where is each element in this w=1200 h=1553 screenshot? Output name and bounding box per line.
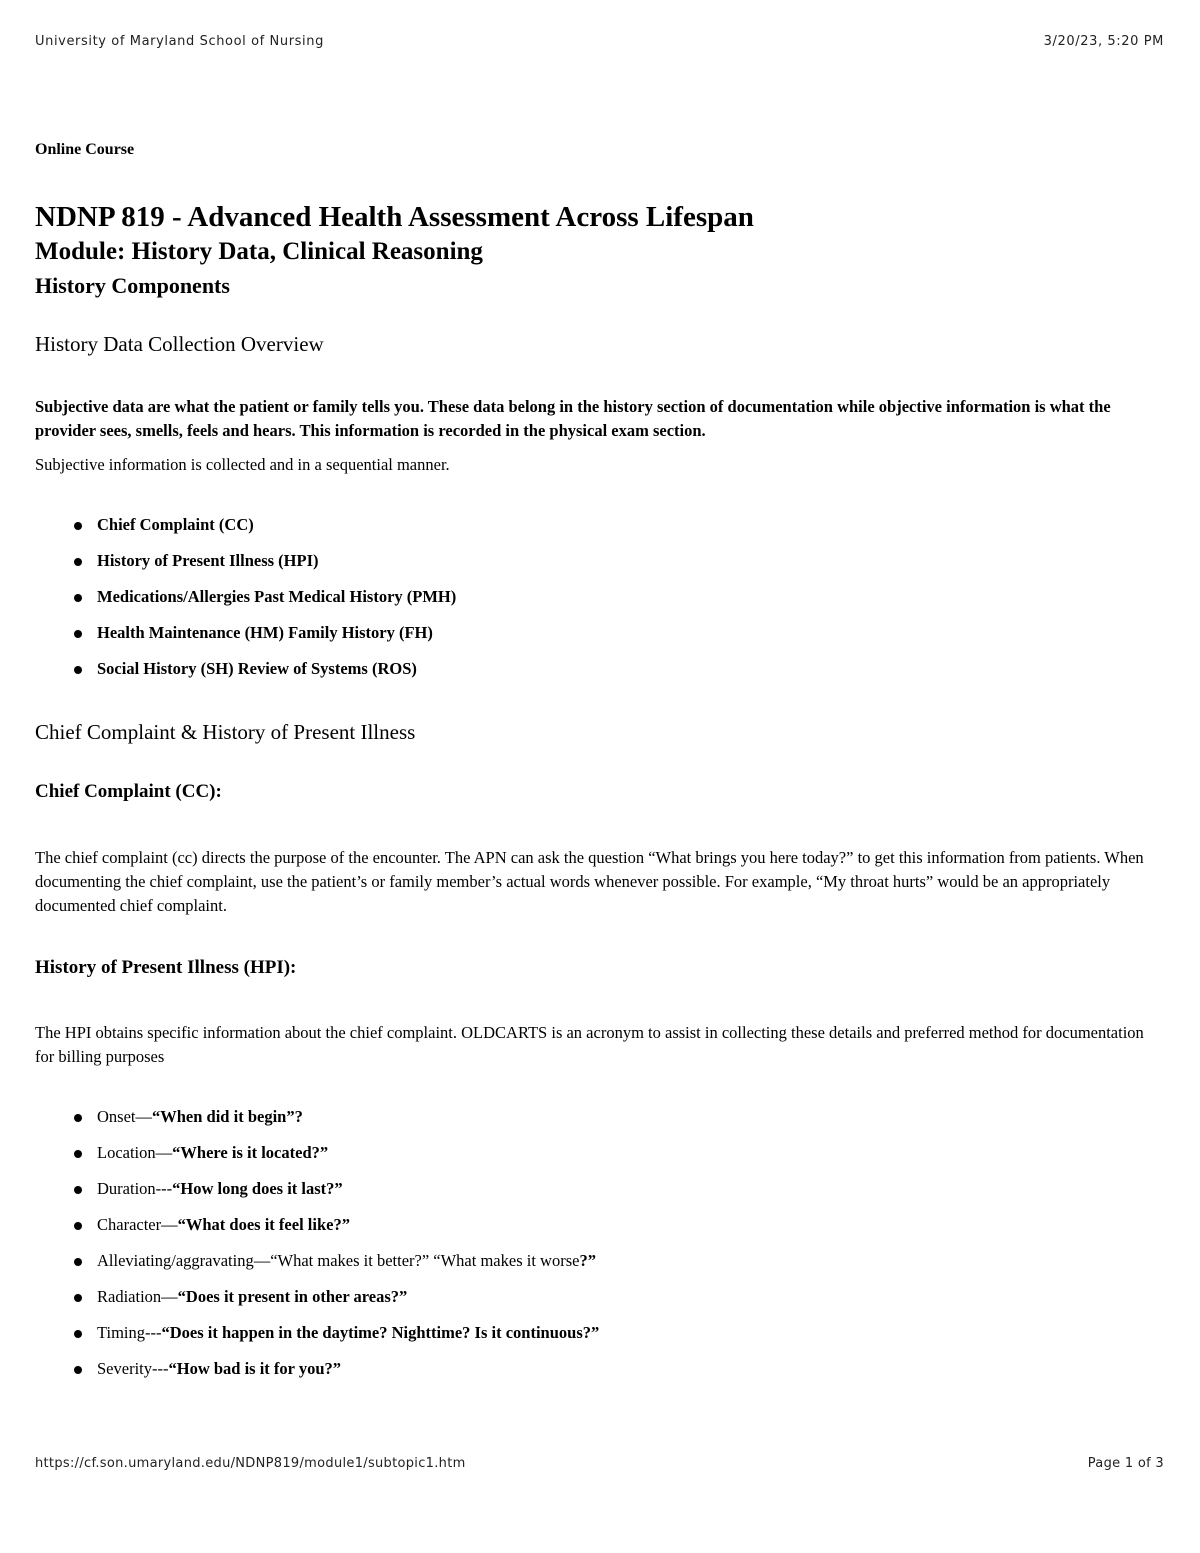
bullet-icon	[74, 594, 82, 602]
topic-title: History Components	[35, 273, 230, 298]
list-item: History of Present Illness (HPI)	[97, 551, 319, 571]
list-item: Character—“What does it feel like?”	[97, 1215, 350, 1235]
cc-hpi-heading: Chief Complaint & History of Present Illness	[35, 720, 416, 744]
list-item: Onset—“When did it begin”?	[97, 1107, 303, 1127]
list-item: Alleviating/aggravating—“What makes it better?” “What makes it worse?”	[97, 1251, 596, 1271]
bullet-icon	[74, 1258, 82, 1266]
bullet-icon	[74, 558, 82, 566]
list-item: Health Maintenance (HM) Family History (FH)	[97, 623, 433, 643]
bullet-icon	[74, 1366, 82, 1374]
list-item: Timing---“Does it happen in the daytime? Nighttime? Is it continuous?”	[97, 1323, 599, 1343]
bullet-icon	[74, 666, 82, 674]
list-item: Radiation—“Does it present in other areas?”	[97, 1287, 407, 1307]
overview-bold-paragraph: Subjective data are what the patient or family tells you. These data belong in the history section of documentation while objective information is what the provider sees, smells, feels and hears. This information is recorded in the physical exam section.	[35, 397, 1111, 440]
cc-heading: Chief Complaint (CC):	[35, 781, 222, 802]
print-footer-url: https://cf.son.umaryland.edu/NDNP819/module1/subtopic1.htm	[35, 1456, 466, 1471]
hpi-heading: History of Present Illness (HPI):	[35, 957, 297, 978]
bullet-icon	[74, 1150, 82, 1158]
list-item: Location—“Where is it located?”	[97, 1143, 328, 1163]
bullet-icon	[74, 630, 82, 638]
list-item: Duration---“How long does it last?”	[97, 1179, 343, 1199]
course-label: Online Course	[35, 141, 135, 158]
list-item: Chief Complaint (CC)	[97, 515, 254, 535]
course-title: NDNP 819 - Advanced Health Assessment Across Lifespan	[35, 201, 754, 233]
overview-paragraph: Subjective information is collected and in a sequential manner.	[35, 455, 450, 474]
bullet-icon	[74, 1222, 82, 1230]
print-footer-page: Page 1 of 3	[1087, 1456, 1164, 1471]
cc-paragraph: The chief complaint (cc) directs the purpose of the encounter. The APN can ask the question “What brings you here today?” to get this information from patients. When documenting the chief complaint, use the patient’s or family member’s actual words whenever possible. For example, “My throat hurts” would be an appropriately documented chief complaint.	[35, 848, 1144, 915]
list-item: Social History (SH) Review of Systems (ROS)	[97, 659, 417, 679]
bullet-icon	[74, 1294, 82, 1302]
bullet-icon	[74, 1114, 82, 1122]
print-header-datetime: 3/20/23, 5:20 PM	[1043, 34, 1164, 49]
list-item: Medications/Allergies Past Medical History (PMH)	[97, 587, 456, 607]
module-title: Module: History Data, Clinical Reasoning	[35, 238, 483, 265]
print-header-source: University of Maryland School of Nursing	[35, 34, 324, 49]
bullet-icon	[74, 522, 82, 530]
list-item: Severity---“How bad is it for you?”	[97, 1359, 341, 1379]
overview-heading: History Data Collection Overview	[35, 332, 324, 356]
bullet-icon	[74, 1330, 82, 1338]
hpi-paragraph: The HPI obtains specific information about the chief complaint. OLDCARTS is an acronym to assist in collecting these details and preferred method for documentation for billing purposes	[35, 1023, 1144, 1066]
bullet-icon	[74, 1186, 82, 1194]
